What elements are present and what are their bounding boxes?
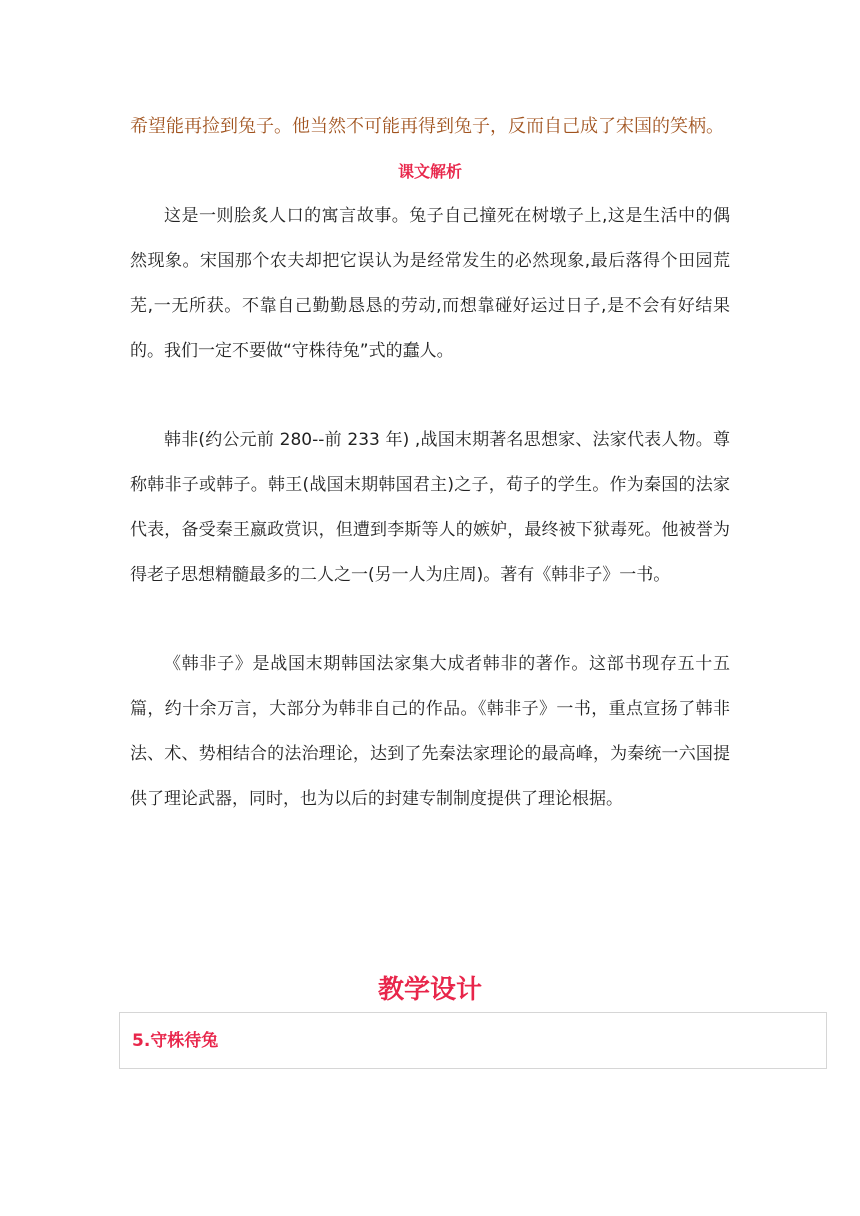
lesson-table: [119, 1012, 827, 1069]
author-intro-paragraph: 韩非(约公元前 280--前 233 年) ,战国末期著名思想家、法家代表人物。尊称韩非子或韩子。韩王(战国末期韩国君主)之子，荀子的学生。作为秦国的法家代表，备受秦王嬴政赏识，但遭到李斯等人的嫉妒，最终被下狱毒死。他被誉为得老子思想精髓最多的二人之一(另一人为庄周)。著有《韩非子》一书。: [130, 430, 730, 585]
lesson-title: 5.守株待兔: [132, 1031, 219, 1051]
document-body: [130, 104, 730, 822]
story-continuation: 希望能再捡到兔子。他当然不可能再得到兔子，反而自己成了宋国的笑柄。: [130, 116, 724, 137]
teaching-design-heading: 教学设计: [377, 975, 482, 1005]
paragraph-gap: [130, 598, 730, 642]
paragraph-gap: [130, 374, 730, 418]
analysis-paragraph: 这是一则脍炙人口的寓言故事。兔子自己撞死在树墩子上,这是生活中的偶然现象。宋国那个农夫却把它误认为是经常发生的必然现象,最后落得个田园荒芜,一无所获。不靠自己勤勤恳恳的劳动,而想靠碰好运过日子,是不会有好结果的。我们一定不要做“守株待兔”式的蠢人。: [130, 206, 730, 361]
book-intro-paragraph: 《韩非子》是战国末期韩国法家集大成者韩非的著作。这部书现存五十五篇，约十余万言，大部分为韩非自己的作品。《韩非子》一书，重点宣扬了韩非法、术、势相结合的法治理论，达到了先秦法家理论的最高峰，为秦统一六国提供了理论武器，同时，也为以后的封建专制制度提供了理论根据。: [130, 654, 730, 809]
analysis-heading: 课文解析: [397, 162, 462, 181]
